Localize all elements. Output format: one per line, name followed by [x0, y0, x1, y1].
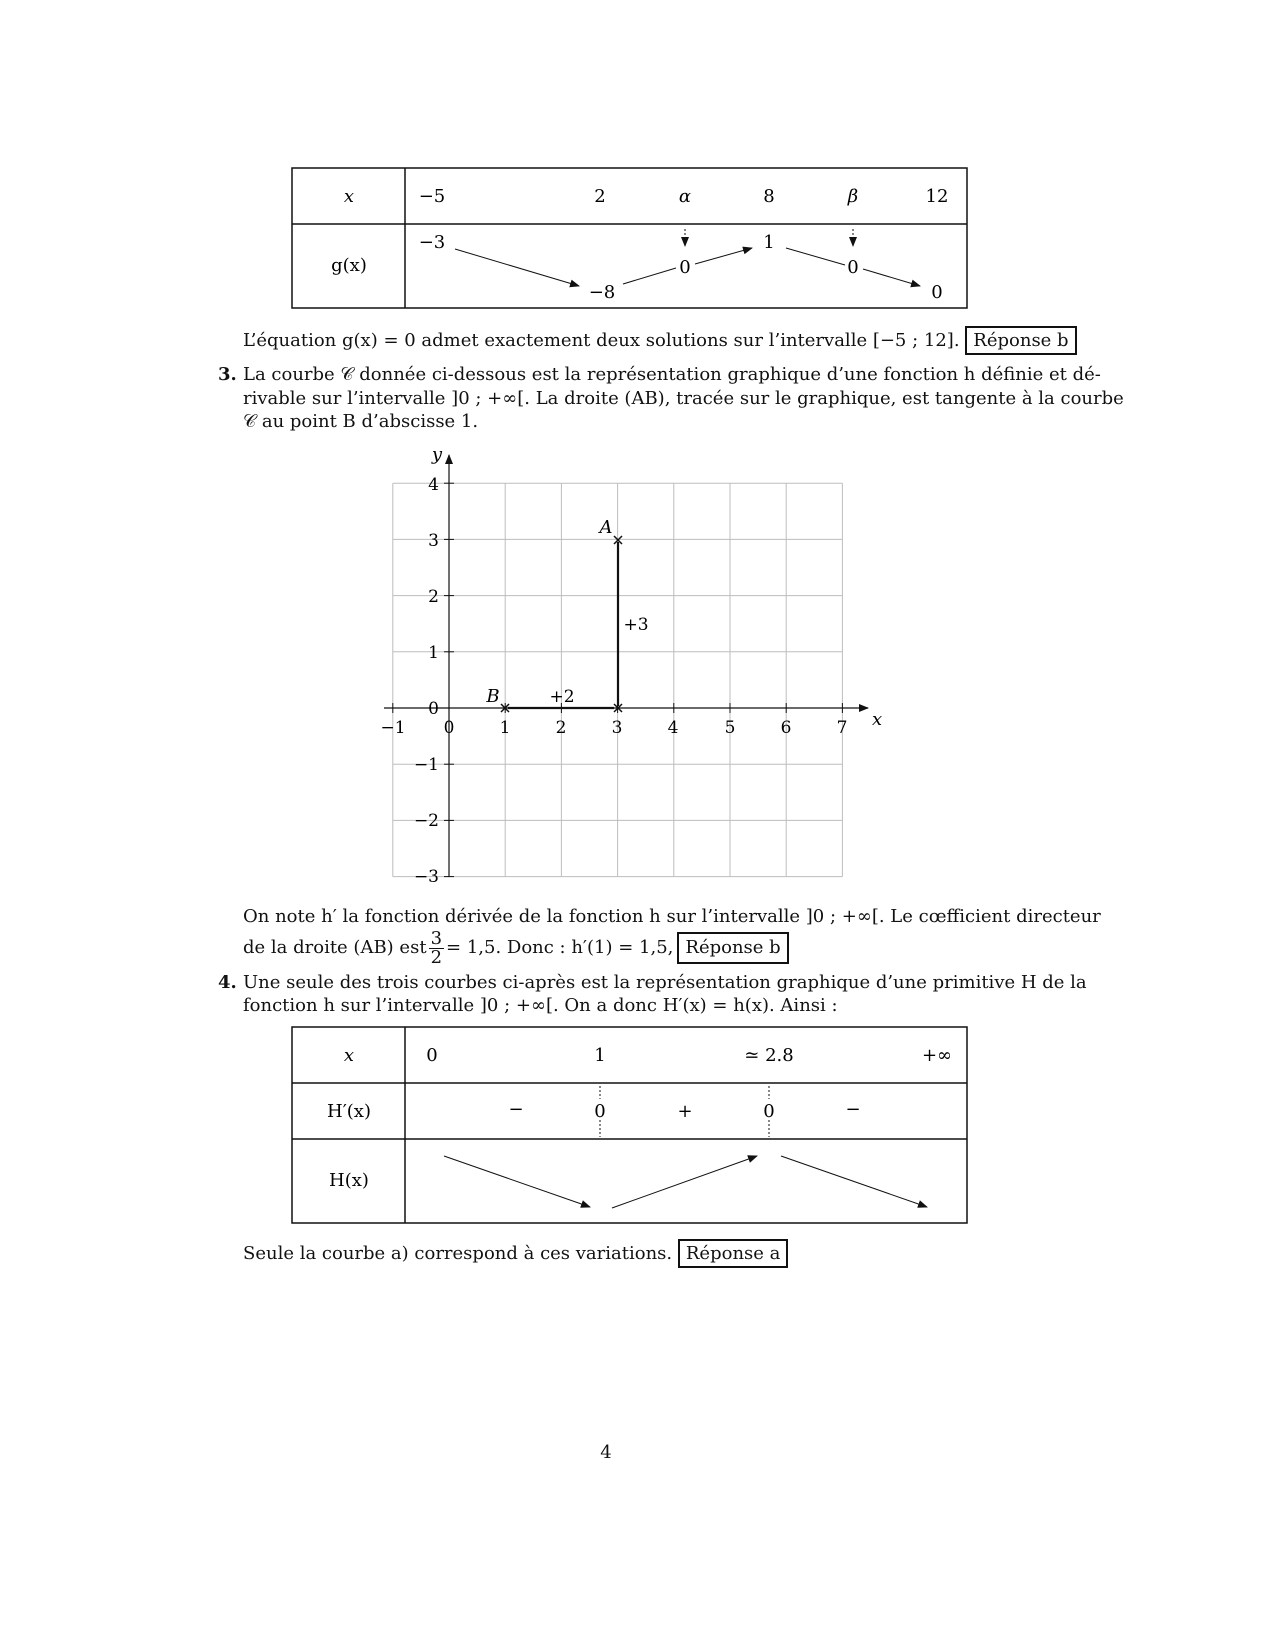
- arrow-decreasing: [444, 1156, 590, 1207]
- arrow-increasing: [612, 1156, 757, 1208]
- table-g-x-value: 12: [925, 186, 949, 207]
- y-axis-label: y: [431, 444, 443, 465]
- table-h-x-value: 0: [426, 1045, 438, 1066]
- g-value-end: 0: [931, 282, 943, 303]
- sign-cell: +: [677, 1101, 693, 1122]
- x-tick-label: 1: [499, 718, 511, 738]
- q3-line-2: rivable sur l’intervalle ]0 ; +∞[. La droite (AB), tracée sur le graphique, est tangente à la courbe: [243, 388, 1124, 409]
- x-tick-label: 5: [724, 718, 736, 738]
- q4-line-1: Une seule des trois courbes ci-après est la représentation graphique d’une primitive H de la: [243, 972, 1087, 993]
- q3-line-1: La courbe 𝒞 donnée ci-dessous est la représentation graphique d’une fonction h définie et dé-: [243, 364, 1101, 385]
- sign-cell: −: [508, 1099, 524, 1120]
- x-tick-label: 7: [836, 718, 848, 738]
- y-tick-label: 2: [428, 587, 439, 607]
- y-tick-label: 1: [428, 643, 439, 663]
- x-tick-label: 4: [667, 718, 679, 738]
- g-value-start: −3: [418, 232, 446, 253]
- y-tick-label: 3: [428, 531, 439, 551]
- table-g-x-value: 2: [594, 186, 606, 207]
- q4-line-2: fonction h sur l’intervalle ]0 ; +∞[. On a donc H′(x) = h(x). Ainsi :: [243, 995, 838, 1016]
- q3-explanation-line-2: [243, 926, 789, 970]
- table-h-x-value: ≃ 2.8: [744, 1045, 794, 1066]
- q4-number: 4.: [218, 972, 237, 993]
- point-a-label: A: [599, 517, 613, 538]
- q3-slope-intro: de la droite (AB) est: [243, 937, 427, 958]
- table-g-x-value: −5: [418, 186, 446, 207]
- g-value-zero-alpha: 0: [679, 257, 691, 278]
- q3-explanation-line-1: On note h′ la fonction dérivée de la fonction h sur l’intervalle ]0 ; +∞[. Le cœfficient directeur: [243, 906, 1101, 927]
- x-tick-label: −1: [380, 718, 406, 738]
- table-h-variations: [0, 1020, 1275, 1235]
- table-h-x-value: +∞: [921, 1045, 953, 1066]
- y-tick-label: 0: [428, 699, 439, 719]
- q3-number: 3.: [218, 364, 237, 385]
- sign-cell-zero: 0: [594, 1101, 606, 1122]
- table-h-x-value: 1: [594, 1045, 606, 1066]
- point-b-label: B: [486, 686, 500, 707]
- q3-slope-result: = 1,5. Donc : h′(1) = 1,5,: [446, 937, 674, 958]
- q3-line-3: 𝒞 au point B d’abscisse 1.: [243, 411, 479, 432]
- x-tick-label: 3: [611, 718, 623, 738]
- sign-cell-zero: 0: [763, 1101, 775, 1122]
- g-value-zero-beta: 0: [847, 257, 859, 278]
- table-h-x-header: x: [343, 1045, 355, 1066]
- q4-conclusion: [243, 1242, 788, 1266]
- y-tick-label: −3: [413, 867, 439, 887]
- page-number: 4: [600, 1442, 612, 1463]
- sign-cell: −: [845, 1099, 861, 1120]
- arrow-decreasing: [781, 1156, 927, 1207]
- table-g-row-label: g(x): [331, 255, 367, 276]
- q2-sentence: L’équation g(x) = 0 admet exactement deux solutions sur l’intervalle [−5 ; 12].: [243, 330, 960, 351]
- x-tick-label: 6: [780, 718, 792, 738]
- q4-answer-box: Réponse a: [678, 1239, 789, 1268]
- table-g-x-header: x: [343, 186, 355, 207]
- table-g-x-value: β: [847, 186, 859, 207]
- x-axis-label: x: [872, 709, 883, 730]
- table-g-x-value: α: [678, 186, 692, 207]
- delta-y-label: +3: [623, 615, 649, 635]
- q3-answer-box: Réponse b: [677, 932, 788, 964]
- q2-answer-box: Réponse b: [965, 326, 1076, 355]
- q4-conclusion-text: Seule la courbe a) correspond à ces variations.: [243, 1243, 673, 1264]
- x-tick-label: 0: [443, 718, 455, 738]
- y-tick-label: 4: [428, 475, 439, 495]
- y-tick-label: −1: [413, 755, 439, 775]
- fraction-denominator: 2: [430, 946, 443, 968]
- slope-fraction: [429, 927, 444, 968]
- table-h-derivative-label: H′(x): [327, 1101, 371, 1122]
- fraction-numerator: 3: [430, 927, 443, 949]
- table-h-function-label: H(x): [329, 1170, 369, 1191]
- y-tick-label: −2: [413, 811, 439, 831]
- table-g-x-value: 8: [763, 186, 775, 207]
- g-value-min: −8: [588, 282, 616, 303]
- delta-x-label: +2: [549, 687, 575, 707]
- g-value-max: 1: [763, 232, 775, 253]
- x-tick-label: 2: [555, 718, 567, 738]
